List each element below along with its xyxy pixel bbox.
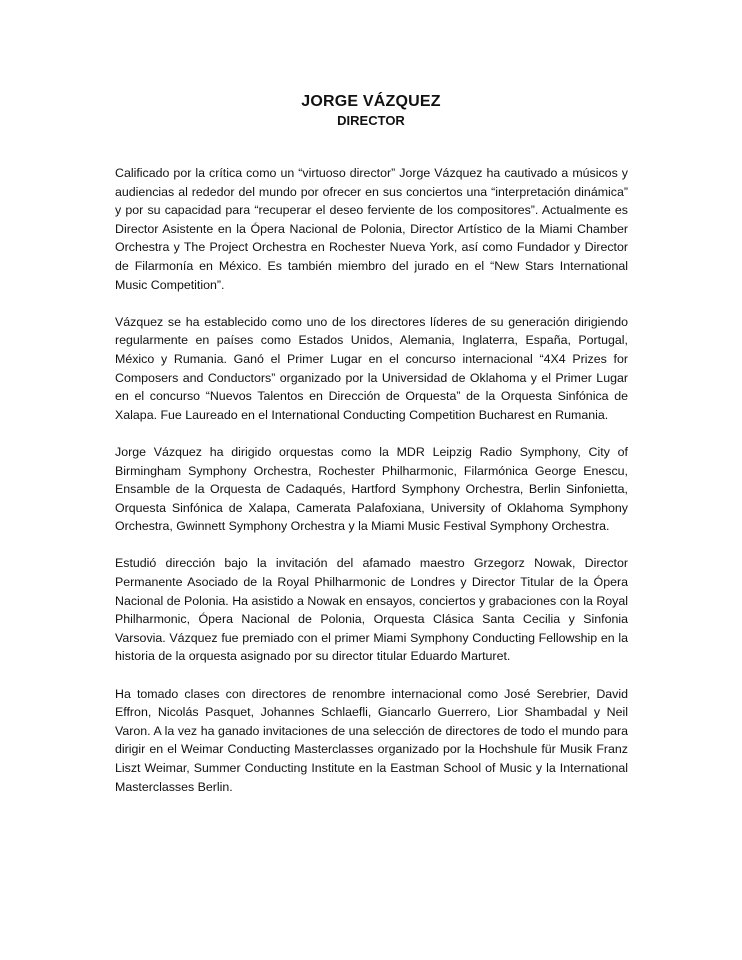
person-role: DIRECTOR (337, 113, 405, 128)
document-header (0, 92, 742, 130)
bio-paragraph-3: Jorge Vázquez ha dirigido orquestas como la MDR Leipzig Radio Symphony, City of Birmingham Symphony Orchestra, Rochester Philharmonic, Filarmónica George Enescu, Ensamble de la Orquesta de Cadaqués, Hartford Symphony Orchestra, Berlin Sinfonietta, Orquesta Sinfónica de Xalapa, Camerata Palafoxiana, University of Oklahoma Symphony Orchestra, Gwinnett Symphony Orchestra y la Miami Music Festival Symphony Orchestra. (115, 444, 628, 534)
bio-paragraph-2: Vázquez se ha establecido como uno de los directores líderes de su generación dirigiendo regularmente en países como Estados Unidos, Alemania, Inglaterra, España, Portugal, México y Rumania. Ganó el Primer Lugar en el concurso internacional “4X4 Prizes for Composers and Conductors” organizado por la Universidad de Oklahoma y el Primer Lugar en el concurso “Nuevos Talentos en Dirección de Orquesta” de la Orquesta Sinfónica de Xalapa. Fue Laureado en el International Conducting Competition Bucharest en Rumania. (115, 314, 628, 422)
person-name: JORGE VÁZQUEZ (301, 93, 441, 110)
bio-paragraph-5: Ha tomado clases con directores de renombre internacional como José Serebrier, David Effron, Nicolás Pasquet, Johannes Schlaefli, Giancarlo Guerrero, Lior Shambadal y Neil Varon. A la vez ha ganado invitaciones de una selección de directores de todo el mundo para dirigir en el Weimar Conducting Masterclasses organizado por la Hochshule für Musik Franz Liszt Weimar, Summer Conducting Institute en la Eastman School of Music y la International Masterclasses Berlin. (115, 686, 628, 794)
biography-body (115, 164, 628, 815)
bio-paragraph-4: Estudió dirección bajo la invitación del afamado maestro Grzegorz Nowak, Director Permanente Asociado de la Royal Philharmonic de Londres y Director Titular de la Ópera Nacional de Polonia. Ha asistido a Nowak en ensayos, conciertos y grabaciones con la Royal Philharmonic, Ópera Nacional de Polonia, Orquesta Clásica Santa Cecilia y Sinfonia Varsovia. Vázquez fue premiado con el primer Miami Symphony Conducting Fellowship en la historia de la orquesta asignado por su director titular Eduardo Marturet. (115, 556, 628, 664)
bio-paragraph-1: Calificado por la crítica como un “virtuoso director” Jorge Vázquez ha cautivado a músicos y audiencias al rededor del mundo por ofrecer en sus conciertos una “interpretación dinámica” y por su capacidad para “recuperar el deseo ferviente de los compositores”. Actualmente es Director Asistente en la Ópera Nacional de Polonia, Director Artístico de la Miami Chamber Orchestra y The Project Orchestra en Rochester Nueva York, así como Fundador y Director de Filarmonía en México. Es también miembro del jurado en el “New Stars International Music Competition”. (115, 166, 628, 292)
